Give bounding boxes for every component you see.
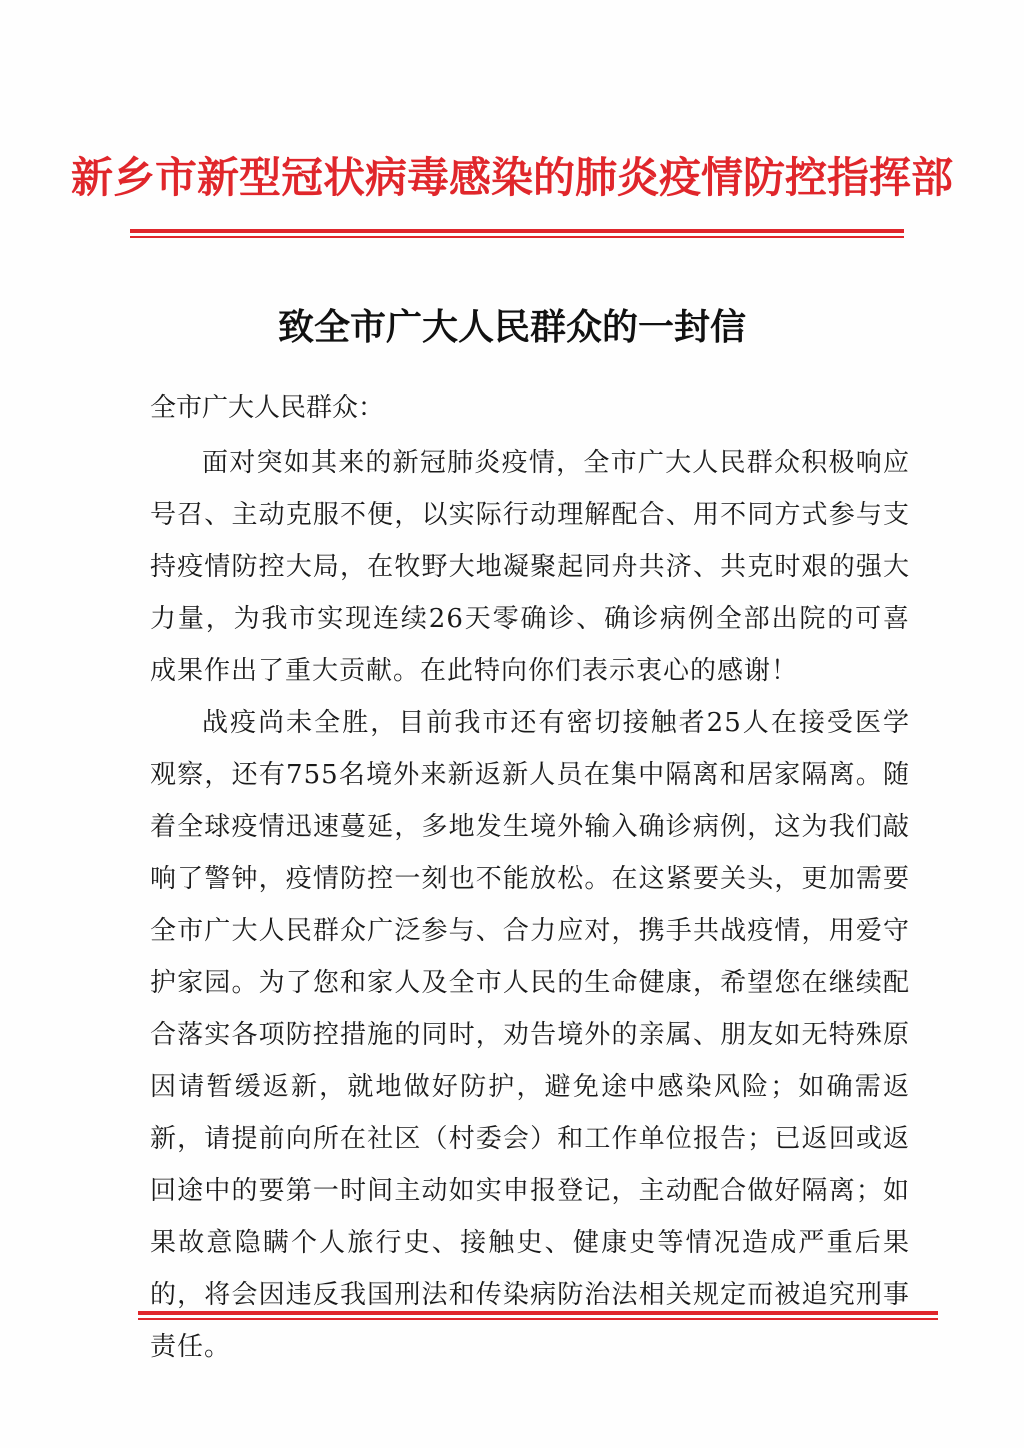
- salutation: 全市广大人民群众：: [150, 393, 385, 423]
- footer-red-rule: [138, 1311, 938, 1315]
- letter-title: 致全市广大人民群众的一封信: [277, 307, 746, 348]
- footer-red-rule-thin: [138, 1318, 938, 1320]
- issuing-org-header: 新乡市新型冠状病毒感染的肺炎疫情防控指挥部: [70, 153, 953, 202]
- body-paragraph: 面对突如其来的新冠肺炎疫情，全市广大人民群众积极响应号召、主动克服不便，以实际行动理解配合、用不同方式参与支持疫情防控大局，在牧野大地凝聚起同舟共济、共克时艰的强大力量，为我市实现连续26天零确诊、确诊病例全部出院的可喜成果作出了重大贡献。在此特向你们表示衷心的感谢！: [150, 448, 910, 686]
- body-paragraph: 战疫尚未全胜，目前我市还有密切接触者25人在接受医学观察，还有755名境外来新返新人员在集中隔离和居家隔离。随着全球疫情迅速蔓延，多地发生境外输入确诊病例，这为我们敲响了警钟，疫情防控一刻也不能放松。在这紧要关头，更加需要全市广大人民群众广泛参与、合力应对，携手共战疫情，用爱守护家园。为了您和家人及全市人民的生命健康，希望您在继续配合落实各项防控措施的同时，劝告境外的亲属、朋友如无特殊原因请暂缓返新，就地做好防护，避免途中感染风险；如确需返新，请提前向所在社区（村委会）和工作单位报告；已返回或返回途中的要第一时间主动如实申报登记，主动配合做好隔离；如果故意隐瞒个人旅行史、接触史、健康史等情况造成严重后果的，将会因违反我国刑法和传染病防治法相关规定而被追究刑事责任。: [150, 708, 910, 1362]
- header-red-rule: [130, 229, 904, 233]
- letter-body: [150, 437, 910, 1373]
- header-red-rule-thin: [130, 236, 904, 238]
